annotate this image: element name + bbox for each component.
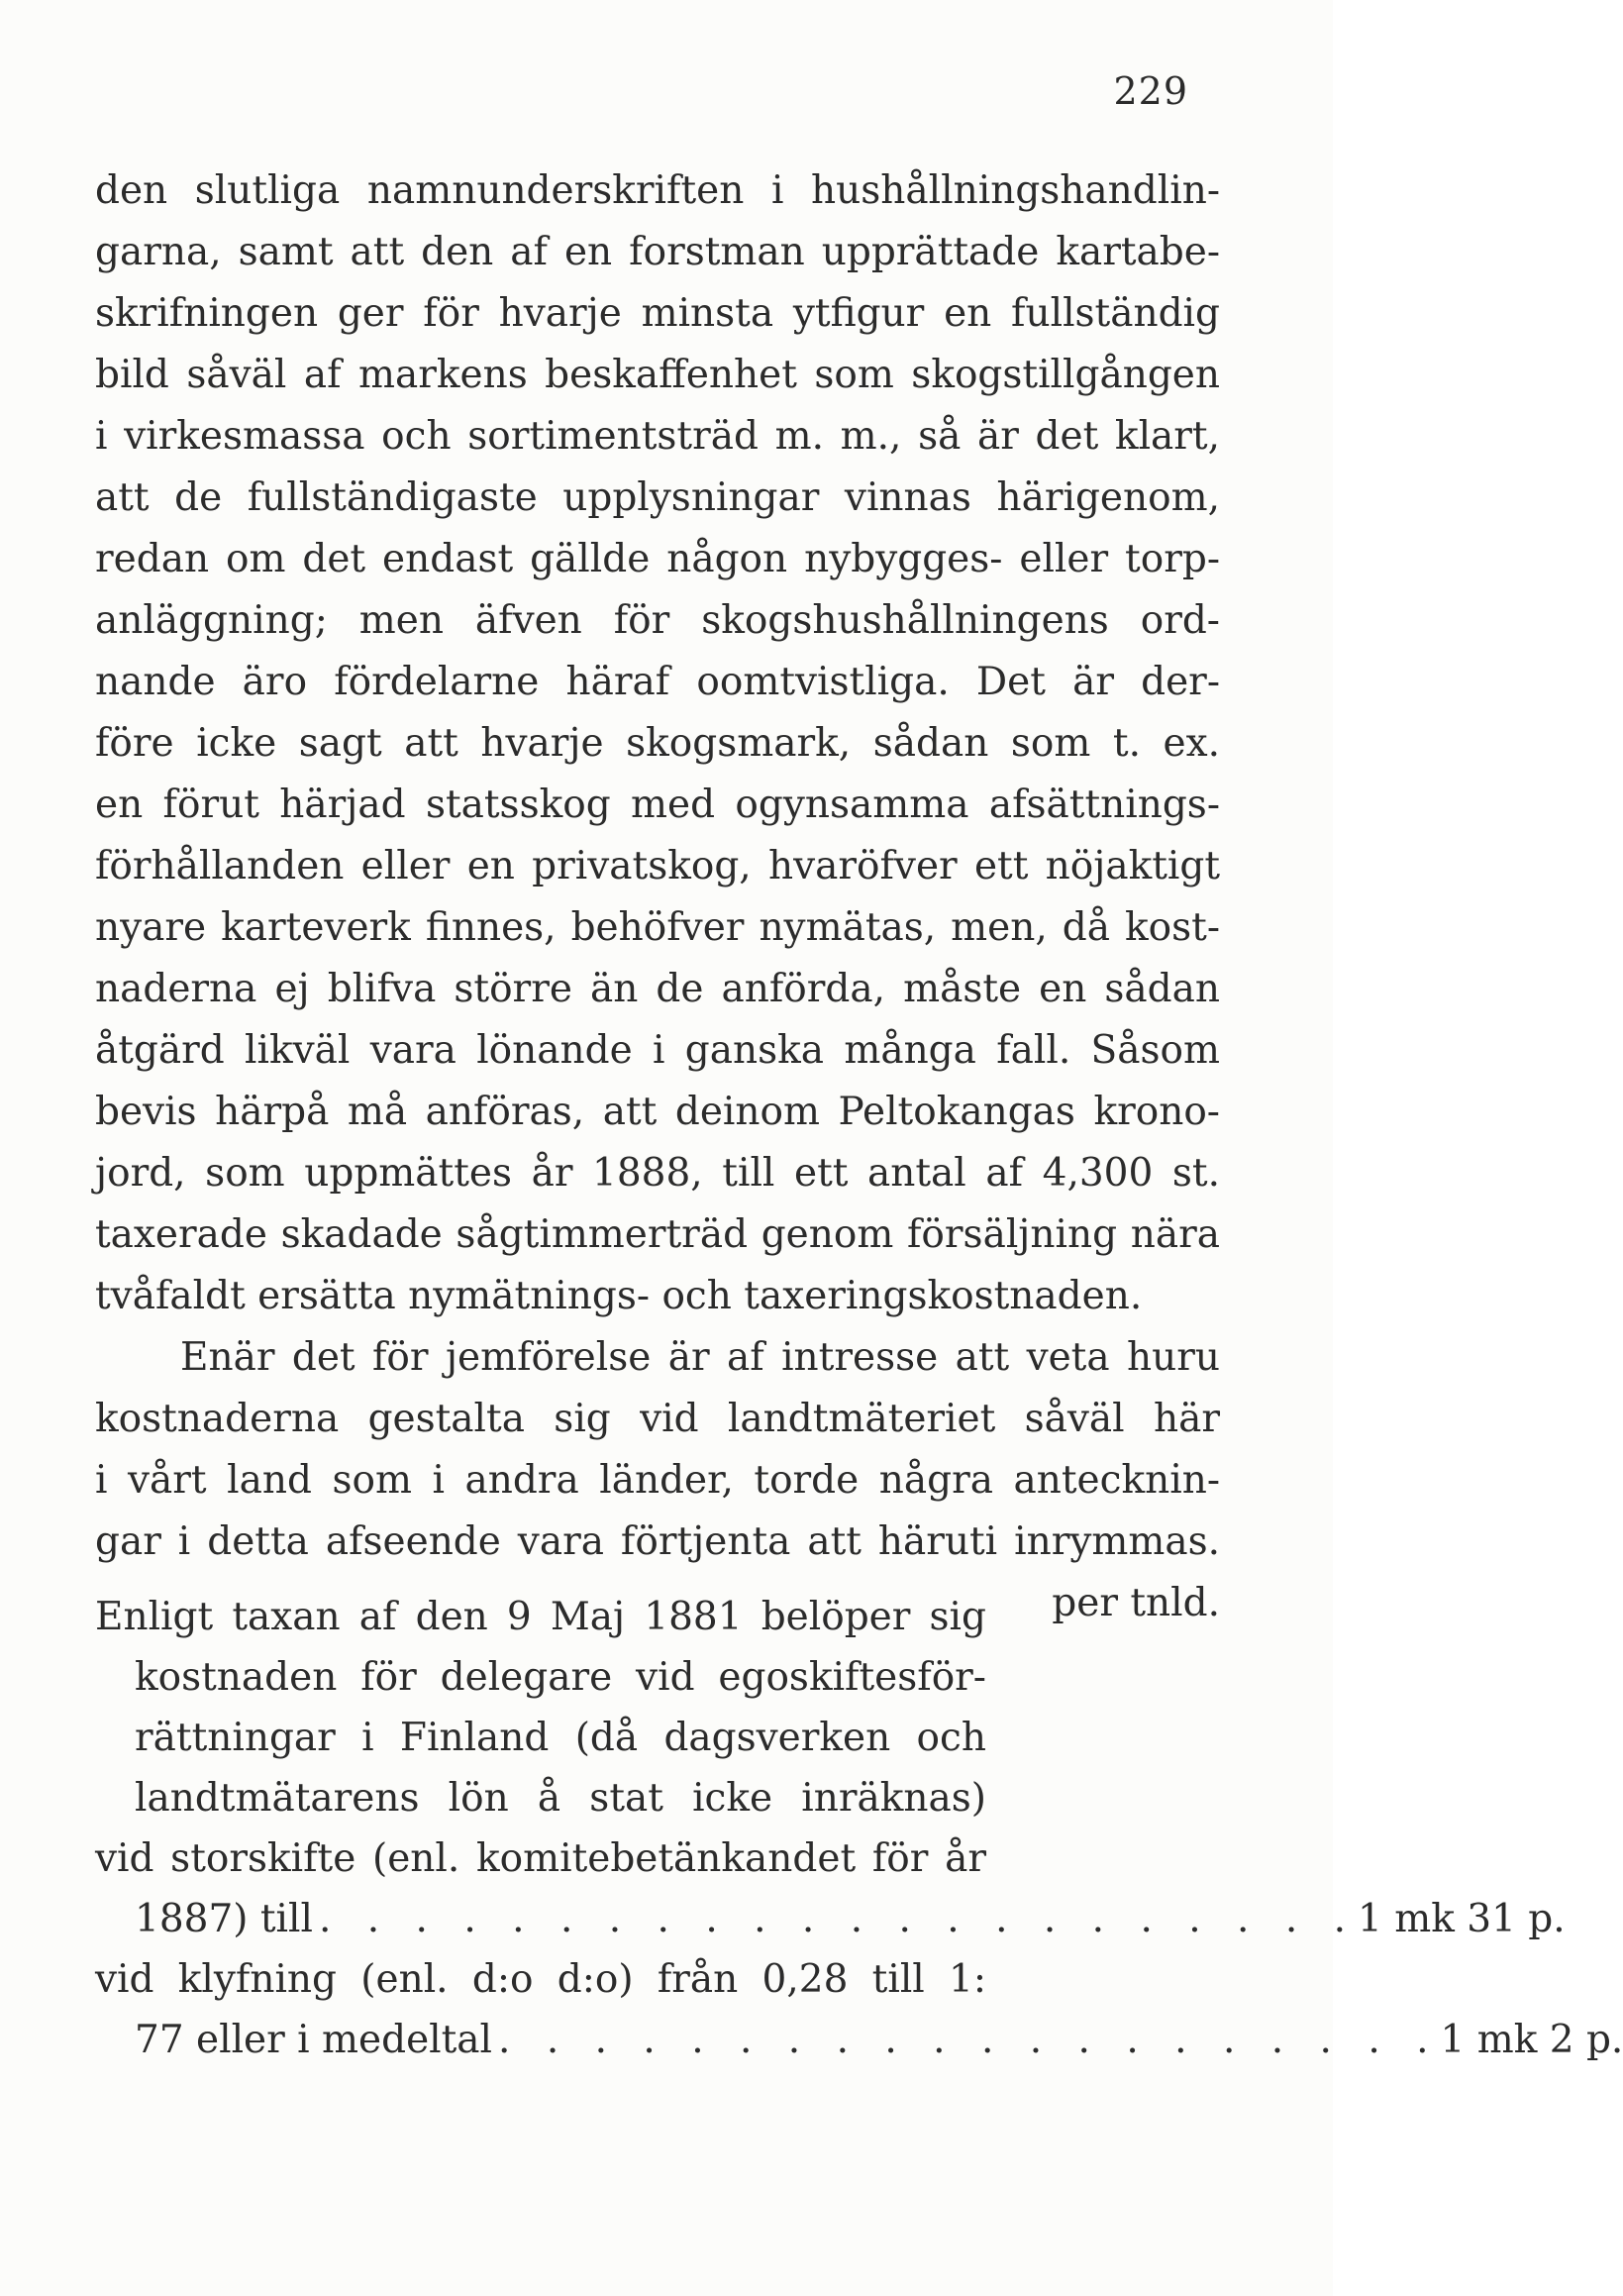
tariff-item-label: 77 eller i medeltal xyxy=(135,2018,493,2062)
dot-leader: . . . . . . . . . . . . . . . . . . . . xyxy=(498,2018,1441,2062)
tariff-item-lead: vid klyfning (enl. d:o d:o) från 0,28 till 1: xyxy=(95,1957,986,2002)
column-header: per tnld. xyxy=(1052,1581,1220,1625)
tariff-intro-line: landtmätarens lön å stat icke inräknas) xyxy=(135,1776,986,1821)
tariff-list xyxy=(95,1587,1623,2070)
text-line: en förut härjad statsskog med ogynsamma afsättnings- xyxy=(95,783,1220,827)
text-line: bild såväl af markens beskaffenhet som skogstillgången xyxy=(95,353,1220,397)
tariff-intro-line: Enligt taxan af den 9 Maj 1881 belöper sig xyxy=(95,1595,986,1639)
text-line: kostnaderna gestalta sig vid landtmäteriet såväl här xyxy=(95,1397,1220,1441)
text-line: bevis härpå må anföras, att deinom Peltokangas krono- xyxy=(95,1090,1220,1134)
text-line: den slutliga namnunderskriften i hushållningshandlin- xyxy=(95,168,1220,213)
text-line: åtgärd likväl vara lönande i ganska många fall. Såsom xyxy=(95,1028,1220,1073)
text-line: nande äro fördelarne häraf oomtvistliga. Det är der- xyxy=(95,660,1220,704)
tariff-item-row xyxy=(95,2010,1623,2070)
text-line: förhållanden eller en privatskog, hvaröfver ett nöjaktigt xyxy=(95,844,1220,888)
tariff-item-row xyxy=(95,1889,1566,1949)
text-line: gar i detta afseende vara förtjenta att häruti inrymmas. xyxy=(95,1519,1220,1564)
text-line: jord, som uppmättes år 1888, till ett antal af 4,300 st. xyxy=(95,1151,1220,1196)
tariff-item-amount: 1 mk 2 p. xyxy=(1440,2018,1623,2062)
page-number: 229 xyxy=(1113,69,1188,113)
tariff-intro-line: kostnaden för delegare vid egoskiftesför- xyxy=(135,1655,986,1700)
text-line: nyare karteverk finnes, behöfver nymätas, men, då kost- xyxy=(95,905,1220,950)
text-line: i virkesmassa och sortimentsträd m. m., så är det klart, xyxy=(95,414,1220,459)
text-line: före icke sagt att hvarje skogsmark, sådan som t. ex. xyxy=(95,721,1220,766)
text-line: anläggning; men äfven för skogshushållningens ord- xyxy=(95,598,1220,643)
tariff-item-amount: 1 mk 31 p. xyxy=(1358,1897,1566,1941)
text-line: i vårt land som i andra länder, torde några anteckni̇n- xyxy=(95,1458,1220,1503)
text-line: redan om det endast gällde någon nybygges- eller torp- xyxy=(95,537,1220,581)
text-line: taxerade skadade sågtimmerträd genom försäljning nära xyxy=(95,1212,1220,1257)
text-line: skrifningen ger för hvarje minsta ytfigur en fullständig xyxy=(95,291,1220,336)
body-text xyxy=(95,160,1220,1634)
tariff-item-label: 1887) till xyxy=(135,1897,313,1941)
text-line: naderna ej blifva större än de anförda, måste en sådan xyxy=(95,967,1220,1011)
text-line: garna, samt att den af en forstman upprättade kartabe- xyxy=(95,230,1220,274)
text-line: Enär det för jemförelse är af intresse att veta huru xyxy=(180,1335,1220,1380)
text-line: tvåfaldt ersätta nymätnings- och taxeringskostnaden. xyxy=(95,1274,1143,1318)
tariff-intro-line: rättningar i Finland (då dagsverken och xyxy=(135,1716,986,1760)
tariff-item-lead: vid storskifte (enl. komitebetänkandet för år xyxy=(95,1836,986,1881)
text-line: att de fullständigaste upplysningar vinnas härigenom, xyxy=(95,475,1220,520)
dot-leader: . . . . . . . . . . . . . . . . . . . . . . xyxy=(318,1897,1359,1941)
